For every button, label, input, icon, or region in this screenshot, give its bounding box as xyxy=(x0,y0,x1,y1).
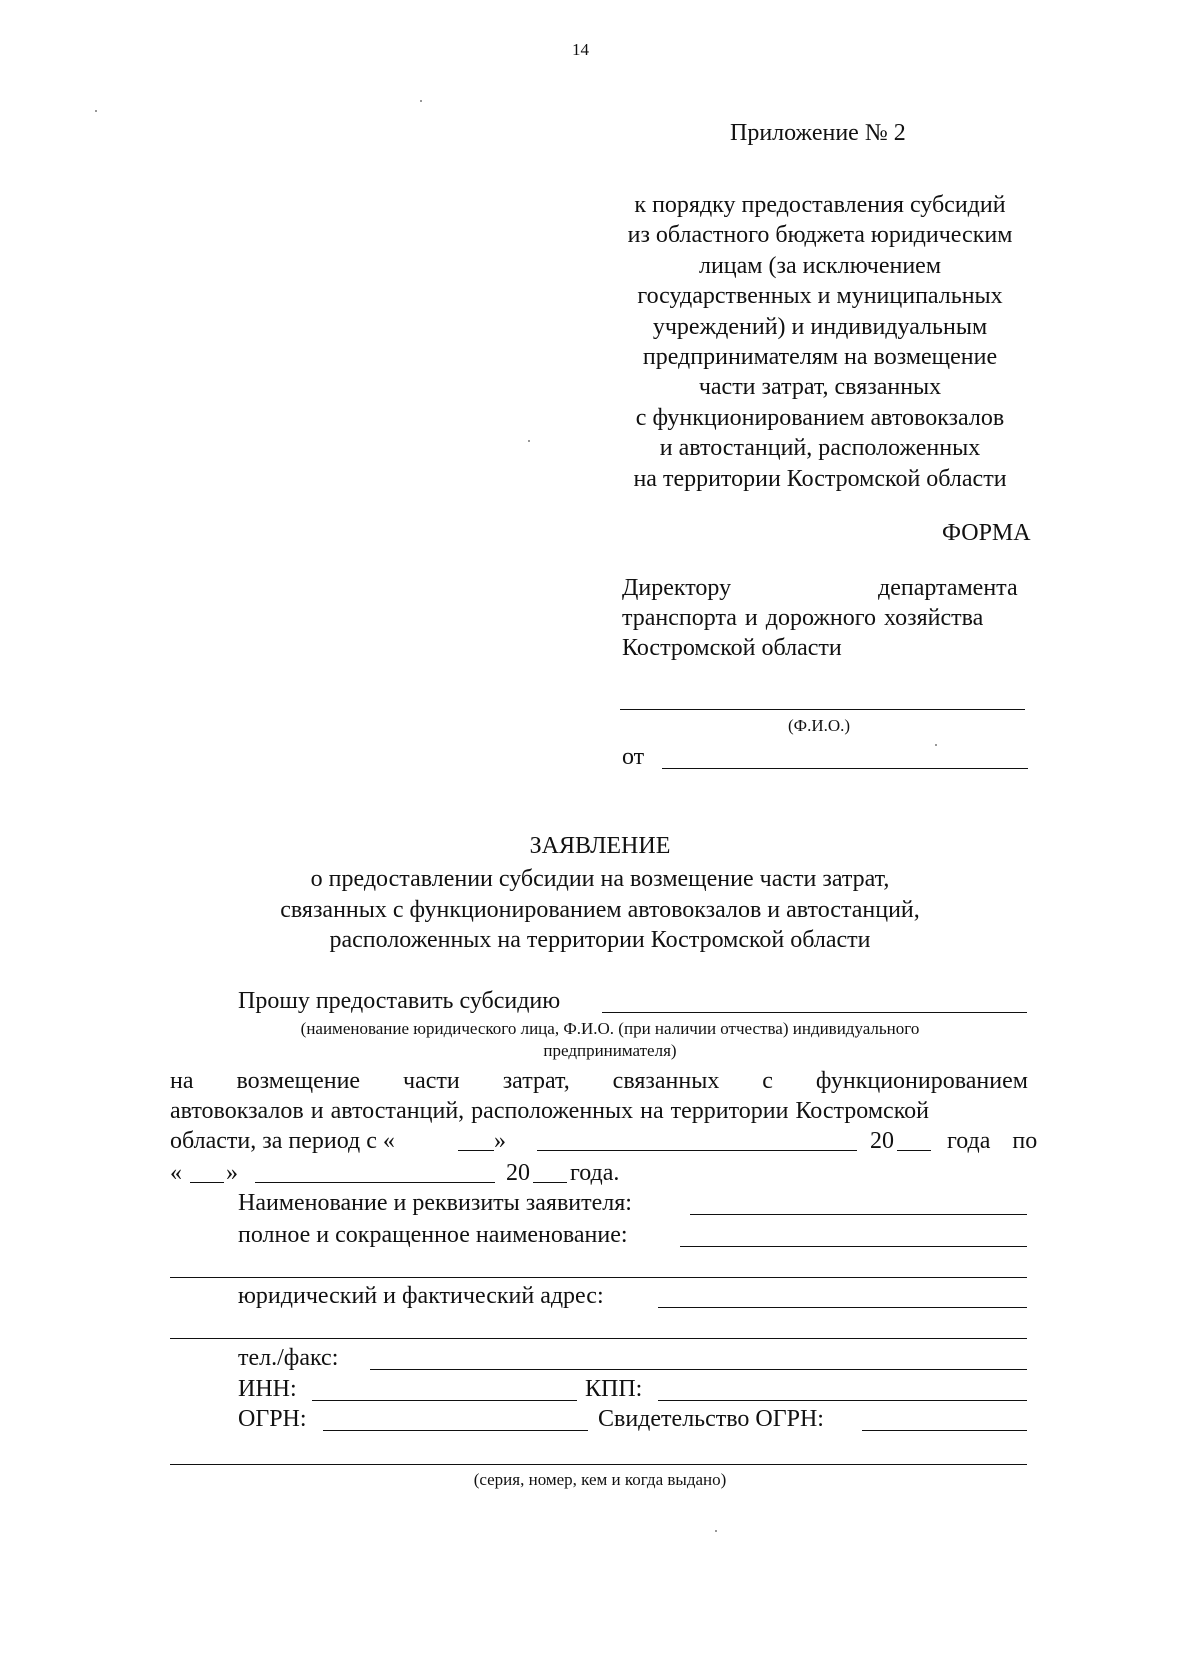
address-line-2[interactable] xyxy=(170,1338,1027,1339)
period-start-year-line[interactable] xyxy=(897,1150,931,1151)
fio-caption: (Ф.И.О.) xyxy=(788,716,851,735)
period-start-year-prefix: 20 xyxy=(870,1128,894,1154)
addressee-director: Директору xyxy=(622,575,732,601)
full-name-label: полное и сокращенное наименование: xyxy=(238,1222,628,1248)
request-caption-line: предпринимателя) xyxy=(543,1041,677,1060)
ogrn-label: ОГРН: xyxy=(238,1406,307,1432)
appendix-line: и автостанций, расположенных xyxy=(659,435,981,462)
purpose-line-1 xyxy=(170,1068,1028,1095)
fio-line[interactable] xyxy=(620,709,1025,710)
form-label: ФОРМА xyxy=(942,520,1031,546)
appendix-line: к порядку предоставления субсидий xyxy=(634,192,1006,218)
inn-label: ИНН: xyxy=(238,1376,297,1402)
request-caption xyxy=(180,1018,1040,1062)
appendix-line: предпринимателям на возмещение xyxy=(642,344,998,371)
appendix-title: Приложение № 2 xyxy=(730,120,906,146)
period-to: года по xyxy=(947,1128,1038,1154)
purpose-word: связанных xyxy=(612,1068,720,1094)
period-end-suffix: года. xyxy=(570,1160,620,1186)
kpp-label: КПП: xyxy=(585,1376,643,1402)
subtitle-line: связанных с функционированием автовокзалов и автостанций, xyxy=(280,896,920,923)
from-line[interactable] xyxy=(662,768,1028,769)
ogrn-cert-line[interactable] xyxy=(862,1430,1027,1431)
scan-speck xyxy=(95,110,97,112)
address-line[interactable] xyxy=(658,1307,1027,1308)
purpose-word: с xyxy=(762,1068,773,1094)
scan-speck xyxy=(715,1530,717,1532)
from-label: от xyxy=(622,744,645,770)
inn-line[interactable] xyxy=(312,1400,577,1401)
appendix-line: учреждений) и индивидуальным xyxy=(652,313,988,340)
subtitle-line: о предоставлении субсидии на возмещение части затрат, xyxy=(310,866,890,892)
period-start-month-line[interactable] xyxy=(537,1150,857,1151)
phone-label: тел./факс: xyxy=(238,1345,339,1371)
full-name-line[interactable] xyxy=(680,1246,1027,1247)
cert-caption: (серия, номер, кем и когда выдано) xyxy=(473,1470,727,1489)
statement-subtitle xyxy=(160,864,1040,956)
addressee-region: Костромской области xyxy=(622,635,842,661)
appendix-description xyxy=(600,190,1040,494)
ogrn-cert-label: Свидетельство ОГРН: xyxy=(598,1406,824,1432)
statement-title: ЗАЯВЛЕНИЕ xyxy=(529,833,671,859)
request-caption-line: (наименование юридического лица, Ф.И.О. (при наличии отчества) индивидуального xyxy=(300,1019,920,1038)
period-end-open-quote: « xyxy=(170,1160,182,1186)
purpose-word: части xyxy=(403,1068,460,1094)
full-name-line-2[interactable] xyxy=(170,1277,1027,1278)
purpose-word: возмещение xyxy=(236,1068,361,1094)
scan-speck xyxy=(528,440,530,442)
purpose-word: функционированием xyxy=(815,1068,1028,1094)
period-end-month-line[interactable] xyxy=(255,1182,495,1183)
purpose-line-2: автовокзалов и автостанций, расположенных на территории Костромской xyxy=(170,1098,929,1124)
ogrn-line[interactable] xyxy=(323,1430,588,1431)
request-text: Прошу предоставить субсидию xyxy=(238,988,561,1014)
scan-speck xyxy=(420,100,422,102)
addressee-department: департамента xyxy=(878,575,1018,601)
period-start: области, за период с « xyxy=(170,1128,395,1154)
appendix-line: из областного бюджета юридическим xyxy=(627,222,1013,249)
requisites-line[interactable] xyxy=(690,1214,1027,1215)
phone-line[interactable] xyxy=(370,1369,1027,1370)
address-label: юридический и фактический адрес: xyxy=(238,1283,604,1309)
purpose-word: затрат, xyxy=(502,1068,570,1094)
appendix-line: на территории Костромской области xyxy=(633,465,1007,492)
appendix-line: государственных и муниципальных xyxy=(637,283,1003,310)
period-start-day-line[interactable] xyxy=(458,1150,494,1151)
addressee-transport: транспорта и дорожного хозяйства xyxy=(622,605,984,631)
requisites-label: Наименование и реквизиты заявителя: xyxy=(238,1190,632,1216)
cert-details-line[interactable] xyxy=(170,1464,1027,1465)
scan-speck xyxy=(935,744,937,746)
purpose-word: на xyxy=(170,1068,194,1094)
period-end-close-quote: » xyxy=(226,1160,238,1186)
subtitle-line: расположенных на территории Костромской области xyxy=(329,927,871,953)
kpp-line[interactable] xyxy=(658,1400,1027,1401)
period-end-year-line[interactable] xyxy=(533,1182,567,1183)
appendix-line: с функционированием автовокзалов xyxy=(635,404,1005,431)
page-number: 14 xyxy=(572,40,589,59)
period-end-year-prefix: 20 xyxy=(506,1160,530,1186)
period-start-close-quote: » xyxy=(494,1128,506,1154)
period-end-day-line[interactable] xyxy=(190,1182,224,1183)
appendix-line: части затрат, связанных xyxy=(698,374,942,401)
appendix-line: лицам (за исключением xyxy=(698,252,942,279)
applicant-name-line[interactable] xyxy=(602,1012,1027,1013)
